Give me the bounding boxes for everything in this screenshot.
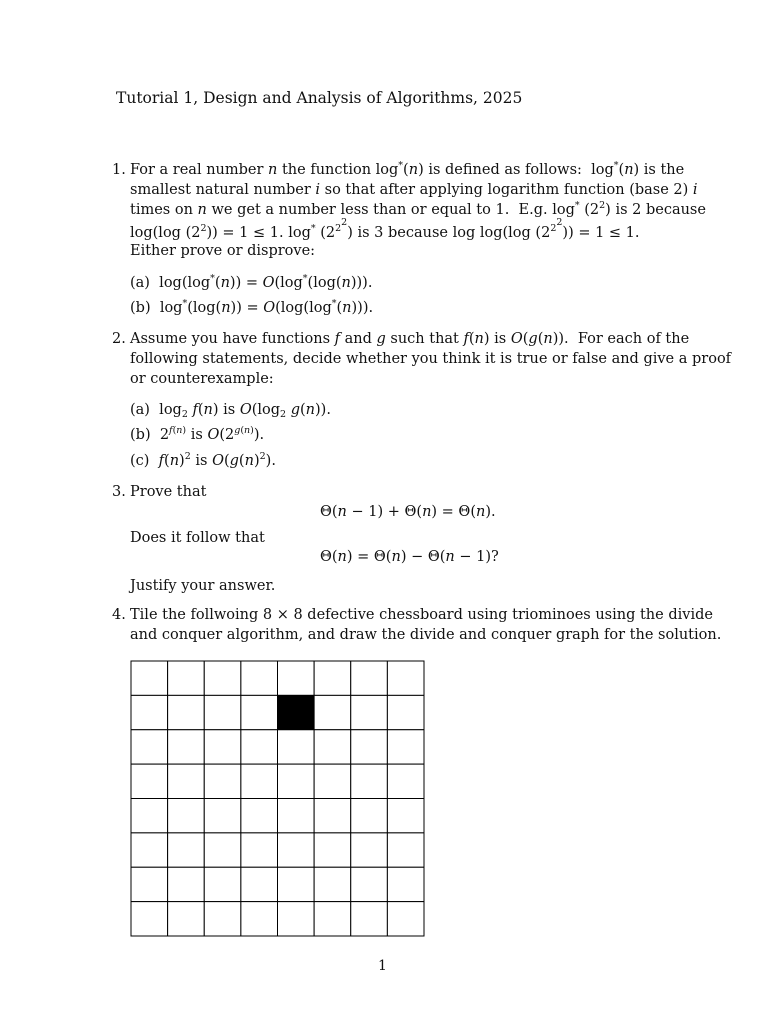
question-number: 2. xyxy=(112,331,126,347)
question-2-part-c: (c) $f(n)^2$ is $O(g(n)^2)$. xyxy=(130,451,276,469)
board-square xyxy=(131,730,168,764)
board-square xyxy=(387,695,424,729)
board-square xyxy=(351,695,388,729)
board-square xyxy=(168,833,205,867)
board-square xyxy=(351,661,388,695)
question-2-part-b: (b) $2^{f(n)}$ is $O(2^{g(n)})$. xyxy=(130,425,265,443)
question-1-line-2: smallest natural number i so that after applying logarithm function (base 2) i xyxy=(130,182,698,198)
question-1-part-a: (a) log(log*(n)) = O(log*(log(n))). xyxy=(130,273,373,291)
question-4-line-2: and conquer algorithm, and draw the divide and conquer graph for the solution. xyxy=(130,627,722,643)
question-1-part-b: (b) log*(log(n)) = O(log(log*(n))). xyxy=(130,298,374,316)
page-title: Tutorial 1, Design and Analysis of Algorithms, 2025 xyxy=(116,89,523,107)
question-number: 1. xyxy=(112,162,126,178)
board-square xyxy=(314,833,351,867)
board-square xyxy=(241,730,278,764)
board-square xyxy=(168,764,205,798)
board-square xyxy=(314,867,351,901)
board-square xyxy=(351,799,388,833)
board-square xyxy=(204,730,241,764)
board-square xyxy=(131,764,168,798)
board-square xyxy=(387,833,424,867)
question-4-line-1: Tile the follwoing 8 × 8 defective chessboard using triominoes using the divide xyxy=(130,607,713,623)
question-3-prove: Prove that xyxy=(130,484,207,500)
board-square xyxy=(351,764,388,798)
board-square xyxy=(131,833,168,867)
defective-chessboard xyxy=(130,660,425,937)
question-2-line-3: or counterexample: xyxy=(130,371,274,387)
question-2-line-1: Assume you have functions f and g such that f(n) is O(g(n)). For each of the xyxy=(130,331,690,347)
page-number: 1 xyxy=(378,958,387,974)
question-number: 3. xyxy=(112,484,126,500)
board-square xyxy=(314,902,351,936)
question-3-follow: Does it follow that xyxy=(130,530,265,546)
question-1-line-4: log(log $(2^2)) = 1 \le 1$. $\log^* (2^{2^2})$ is 3 because log log(log $(2^{2^2})) = 1 \le 1$. xyxy=(130,217,640,241)
board-square xyxy=(241,902,278,936)
board-square xyxy=(168,661,205,695)
board-square xyxy=(241,661,278,695)
board-square xyxy=(278,799,315,833)
chessboard-grid xyxy=(130,660,425,937)
question-1-line-3: times on n we get a number less than or equal to 1. E.g. $\log^* (2^2)$ is 2 because xyxy=(130,200,706,218)
board-square xyxy=(131,867,168,901)
board-square xyxy=(314,661,351,695)
board-square xyxy=(241,833,278,867)
question-3-equation-1: Θ(n − 1) + Θ(n) = Θ(n). xyxy=(320,504,496,520)
board-square xyxy=(131,799,168,833)
board-square xyxy=(387,661,424,695)
board-square xyxy=(168,799,205,833)
question-1-line-1: For a real number n the function log*(n) is defined as follows: log*(n) is the xyxy=(130,160,685,178)
board-square xyxy=(204,764,241,798)
board-square xyxy=(204,799,241,833)
board-square xyxy=(241,867,278,901)
board-square xyxy=(351,867,388,901)
board-square xyxy=(387,764,424,798)
board-square xyxy=(314,764,351,798)
board-square xyxy=(131,661,168,695)
board-square xyxy=(314,799,351,833)
question-3-equation-2: Θ(n) = Θ(n) − Θ(n − 1)? xyxy=(320,549,499,565)
question-2-part-a: (a) $\log_2 f(n)$ is $O(\log_2$ g(n)). xyxy=(130,402,331,420)
board-square xyxy=(131,902,168,936)
board-square xyxy=(387,902,424,936)
board-square xyxy=(314,730,351,764)
board-square xyxy=(387,730,424,764)
board-square xyxy=(204,833,241,867)
board-square xyxy=(131,695,168,729)
question-number: 4. xyxy=(112,607,126,623)
board-square xyxy=(278,730,315,764)
board-square xyxy=(278,833,315,867)
board-square xyxy=(204,867,241,901)
board-square xyxy=(241,695,278,729)
board-square xyxy=(168,902,205,936)
board-square xyxy=(241,764,278,798)
board-square xyxy=(204,902,241,936)
board-square xyxy=(278,902,315,936)
board-square xyxy=(387,799,424,833)
board-square xyxy=(351,730,388,764)
board-square xyxy=(241,799,278,833)
board-square xyxy=(204,661,241,695)
board-square xyxy=(168,730,205,764)
board-square xyxy=(351,902,388,936)
board-square xyxy=(278,867,315,901)
board-square xyxy=(278,764,315,798)
board-square xyxy=(204,695,241,729)
question-3-justify: Justify your answer. xyxy=(130,578,276,594)
board-square xyxy=(168,695,205,729)
board-square xyxy=(387,867,424,901)
board-square xyxy=(168,867,205,901)
question-2-line-2: following statements, decide whether you think it is true or false and give a proof xyxy=(130,351,732,367)
defective-square xyxy=(278,695,315,729)
board-square xyxy=(314,695,351,729)
board-square xyxy=(278,661,315,695)
board-square xyxy=(351,833,388,867)
question-1-line-5: Either prove or disprove: xyxy=(130,243,316,259)
